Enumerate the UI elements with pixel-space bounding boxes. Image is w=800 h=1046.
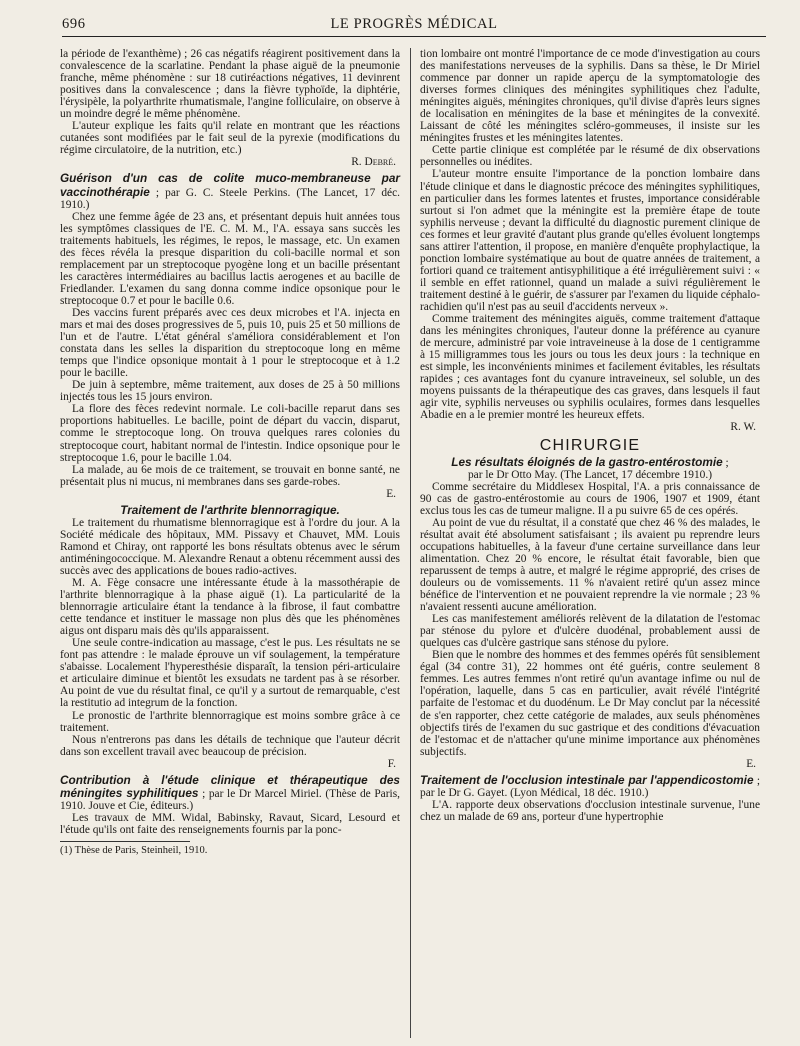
column-divider (410, 48, 411, 1038)
article-paragraph: Les cas manifestement améliorés relèvent de la dilatation de l'estomac par sténose du pylore et d'ulcère duodénal, probablement aussi de quelques cas d'ulcère gastrique sans sténose du pylore. (420, 613, 760, 650)
article-title: Contribution à l'étude clinique et thérapeutique des méningites syphilitiques (60, 772, 400, 800)
article-paragraph: Une seule contre-indication au massage, c'est le pus. Les résultats ne se font pas attendre : le malade éprouve un vif soulagement, la température s'abaisse. Localement l'hyperesthésie disparaît, la tension péri-articulaire et articulaire diminue et bientôt les exsudats ne tardent pas à se résorber. Au point de vue du résultat final, ce qu'il y a surtout de remarquable, c'est la restitutio ad integrum de la fonction. (60, 637, 400, 710)
article-heading (420, 456, 760, 469)
article-paragraph: Au point de vue du résultat, il a constaté que chez 46 % des malades, le résultat avait été absolument satisfaisant ; ils avaient pu reprendre leurs occupations habituelles, à la faveur d'une certaine surveillance dans leur alimentation. Chez 20 % encore, le résultat était favorable, bien que reparussent de temps à autre, et malgré le régime approprié, des crises de douleurs ou de vomissements. 11 % n'avaient retiré qu'un assez mince bénéfice de l'intervention et ne pouvaient reprendre la vie normale ; 23 % n'avaient ressenti aucune amélioration. (420, 516, 760, 614)
article-paragraph: Des vaccins furent préparés avec ces deux microbes et l'A. injecta en mars et mai des doses progressives de 5, puis 10, puis 25 et 50 millions de l'un et de l'autre. L'état général s'améliora considérablement et l'on constata dans les selles la disparition du streptocoque long en même temps que l'indice opsonique montait à 1 pour le streptocoque et à 1.2 pour le bacille. (60, 306, 400, 380)
page-number: 696 (62, 16, 86, 32)
footnote: (1) Thèse de Paris, Steinheil, 1910. (60, 845, 208, 856)
intro-paragraph: la période de l'exanthème) ; 26 cas négatifs réagirent positivement dans la convalescence de la scarlatine. Pendant la phase aiguë de la pneumonie franche, même phénomène : sur 18 cutiréactions négatives, 11 devinrent positives dans la convalescence ; dans la fièvre typhoïde, la diphtérie, l'érysipèle, la polyarthrite rhumatismale, l'angine folliculaire, on observe à un moindre degré le même phénomène. (60, 48, 400, 121)
footnote-rule (60, 841, 190, 842)
article-heading (60, 504, 400, 517)
article-paragraph: Comme traitement des méningites aiguës, comme traitement d'attaque dans les méningites chroniques, l'auteur donne la préférence au cyanure de mercure, administré par voie intraveineuse à la dose de 1 centigramme à 15 milligrammes tous les jours ou tous les deux jours : la technique en est simple, les inconvénients minimes et facilement évitables, les résultats rapides ; ces avantages font du cyanure intraveineux, sel soluble, un des moyens puissants de la thérapeutique des cas graves, dans lesquels il faut agir vite, syphilis nerveuses ou syphilis oculaires, formes dans lesquelles Abadie en a le premier montré les heureux effets. (420, 313, 760, 422)
article-title: Guérison d'un cas de colite muco-membraneuse par vaccinothérapie (60, 171, 400, 199)
article-paragraph: Comme secrétaire du Middlesex Hospital, l'A. a pris connaissance de 90 cas de gastro-entérostomie au cours de 1906, 1907 et 1909, étant exclus tous les cas de tumeur maligne. Il a pu suivre 65 de ces opérés. (420, 480, 760, 517)
article-paragraph: La malade, au 6e mois de ce traitement, se trouvait en bonne santé, ne présentait plus ni mucus, ni membranes dans ses garde-robes. (60, 463, 400, 488)
article-byline: par le Dr Otto May. (The Lancet, 17 décembre 1910.) (467, 468, 713, 481)
article-title: Traitement de l'occlusion intestinale par l'appendicostomie (420, 772, 754, 787)
article-heading (420, 774, 760, 799)
page-header (62, 10, 766, 37)
article-paragraph: M. A. Fège consacre une intéressante étude à la massothérapie de l'arthrite blennorragique à la phase aiguë (1). La particularité de la blennorragie articulaire étant la tendance à la fibrose, il faut combattre cette tendance et instituer le massage non plus dès que les phénomènes aigus ont disparu mais dès qu'ils apparaissent. (60, 577, 400, 638)
article-paragraph: Chez une femme âgée de 23 ans, et présentant depuis huit années tous les symptômes classiques de l'E. C. M. M., l'A. essaya sans succès les traitements habituels, les régimes, le repos, le massage, etc. Un examen des fèces révéla la presque disparition du coli-bacille normal et son remplacement par un streptocoque pyogène long et un bacille présentant les caractères intermédiaires au bacillus lactis aerogenes et au bacille de Friedlander. L'examen du sang donna comme indice opsonique pour le streptocoque 0.7 et pour le bacille 0.6. (60, 210, 400, 307)
article-byline: ; par le Dr Marcel Miriel. (Thèse de Paris, 1910. Jouve et Cie, éditeurs.) (60, 787, 400, 812)
article-paragraph: Les travaux de MM. Widal, Babinsky, Ravaut, Sicard, Lesourd et l'étude qu'ils ont faite des renseignements fournis par la ponc- (60, 811, 400, 836)
author-signature: R. Debré. (351, 156, 396, 169)
article-paragraph: L'auteur montre ensuite l'importance de la ponction lombaire dans l'étude clinique et dans le diagnostic précoce des méningites syphilitiques, en particulier dans les formes latentes et frustes, importance considérable surtout si l'on admet que la méningite est la première étape de toute syphilis nerveuse ; devant la difficulté du diagnostic purement clinique de ces formes et leur gravité d'autant plus grande qu'elles évoluent longtemps sans attirer l'attention, il propose, en manière d'enquête prophylactique, la ponction lombaire systématique au bout de quatre années de traitement, a fortiori quand ce traitement antisyphilitique a été irrégulièrement suivi : « il semble en effet rationnel, quand un malade a suivi régulièrement le traitement destiné à le guérir, de s'assurer par l'examen du liquide céphalo-rachidien qu'il n'est pas au seuil d'accidents nerveux ». (420, 168, 760, 313)
article-paragraph: Cette partie clinique est complétée par le résumé de dix observations personnelles ou inédites. (420, 144, 760, 169)
article-paragraph: L'A. rapporte deux observations d'occlusion intestinale survenue, l'une chez un malade de 69 ans, porteur d'une hypertrophie (420, 798, 760, 823)
author-signature: R. W. (730, 421, 756, 434)
intro-paragraph: L'auteur explique les faits qu'il relate en montrant que les réactions cutanées sont modifiées par le fait seul de la pyrexie (modifications du régime circulatoire, de la nutrition, etc.) (60, 120, 400, 157)
article-heading (60, 172, 400, 210)
author-signature: E. (746, 757, 756, 770)
author-signature: F. (387, 757, 396, 770)
article-paragraph: Le pronostic de l'arthrite blennorragique est moins sombre grâce à ce traitement. (60, 709, 400, 734)
article-paragraph: Le traitement du rhumatisme blennorragique est à l'ordre du jour. A la Société médicale des hôpitaux, MM. Pissavy et Chauvet, MM. Louis Ramond et Chiray, ont rapporté les bons résultats obtenus avec le sérum antiméningococcique. M. Alexandre Renaut a obtenu récemment aussi des succès avec des applications de boues radio-actives. (60, 516, 400, 577)
article-paragraph: Bien que le nombre des hommes et des femmes opérés fût sensiblement égal (34 contre 31), 22 hommes ont été guéris, contre seulement 8 femmes. Les autres femmes n'ont retiré qu'un avantage infime ou nul de l'opération, laquelle, dans 5 cas en particulier, avait révélé l'intégrité parfaite de l'estomac et du duodénum. Le Dr May conclut par la nécessité de s'en rapporter, chez cette catégorie de malades, aux seuls phénomènes objectifs tirés de l'examen du suc gastrique et des conditions d'évacuation de l'estomac et de n'attacher qu'une minime importance aux phénomènes subjectifs. (420, 649, 760, 758)
article-paragraph: Nous n'entrerons pas dans les détails de technique que l'auteur décrit dans son excellent travail avec beaucoup de précision. (60, 733, 400, 758)
article-paragraph: La flore des fèces redevint normale. Le coli-bacille reparut dans ses proportions habituelles. Le bacille, point de départ du vaccin, disparut, comme le streptocoque long. On trouva quelques rares colonies du streptocoque court, habitant normal de l'intestin. Indice opsonique pour le streptocoque 1.6, pour le bacille 1.04. (60, 403, 400, 464)
article-paragraph: De juin à septembre, même traitement, aux doses de 25 à 50 millions injectés tous les 15 jours environ. (60, 379, 400, 404)
article-title-suffix: ; (722, 456, 729, 469)
right-column (420, 48, 760, 823)
article-title: Les résultats éloignés de la gastro-entérostomie (451, 454, 723, 469)
article-heading (60, 774, 400, 812)
author-signature: E. (386, 487, 396, 500)
journal-title: LE PROGRÈS MÉDICAL (330, 16, 498, 32)
article-byline: ; par G. C. Steele Perkins. (The Lancet, 17 déc. 1910.) (60, 186, 400, 211)
article-byline: ; par le Dr G. Gayet. (Lyon Médical, 18 déc. 1910.) (420, 774, 760, 799)
article-paragraph: tion lombaire ont montré l'importance de ce mode d'investigation au cours des manifestations nerveuses de la syphilis. Dans sa thèse, le Dr Miriel commence par donner un rapide aperçu de la symptomatologie des diverses formes cliniques des méningites syphilitiques chez l'adulte, méningites aiguës, méningites chroniques, qu'il divise d'après leurs signes de localisation en méningites de la base et méningites de la convexité. Laissant de côté les méningites scléro-gommeuses, il insiste sur les méningites frustes et les méningites latentes. (420, 48, 760, 145)
section-heading: CHIRURGIE (539, 436, 641, 454)
article-title: Traitement de l'arthrite blennorragique. (120, 502, 340, 517)
left-column (60, 48, 400, 857)
